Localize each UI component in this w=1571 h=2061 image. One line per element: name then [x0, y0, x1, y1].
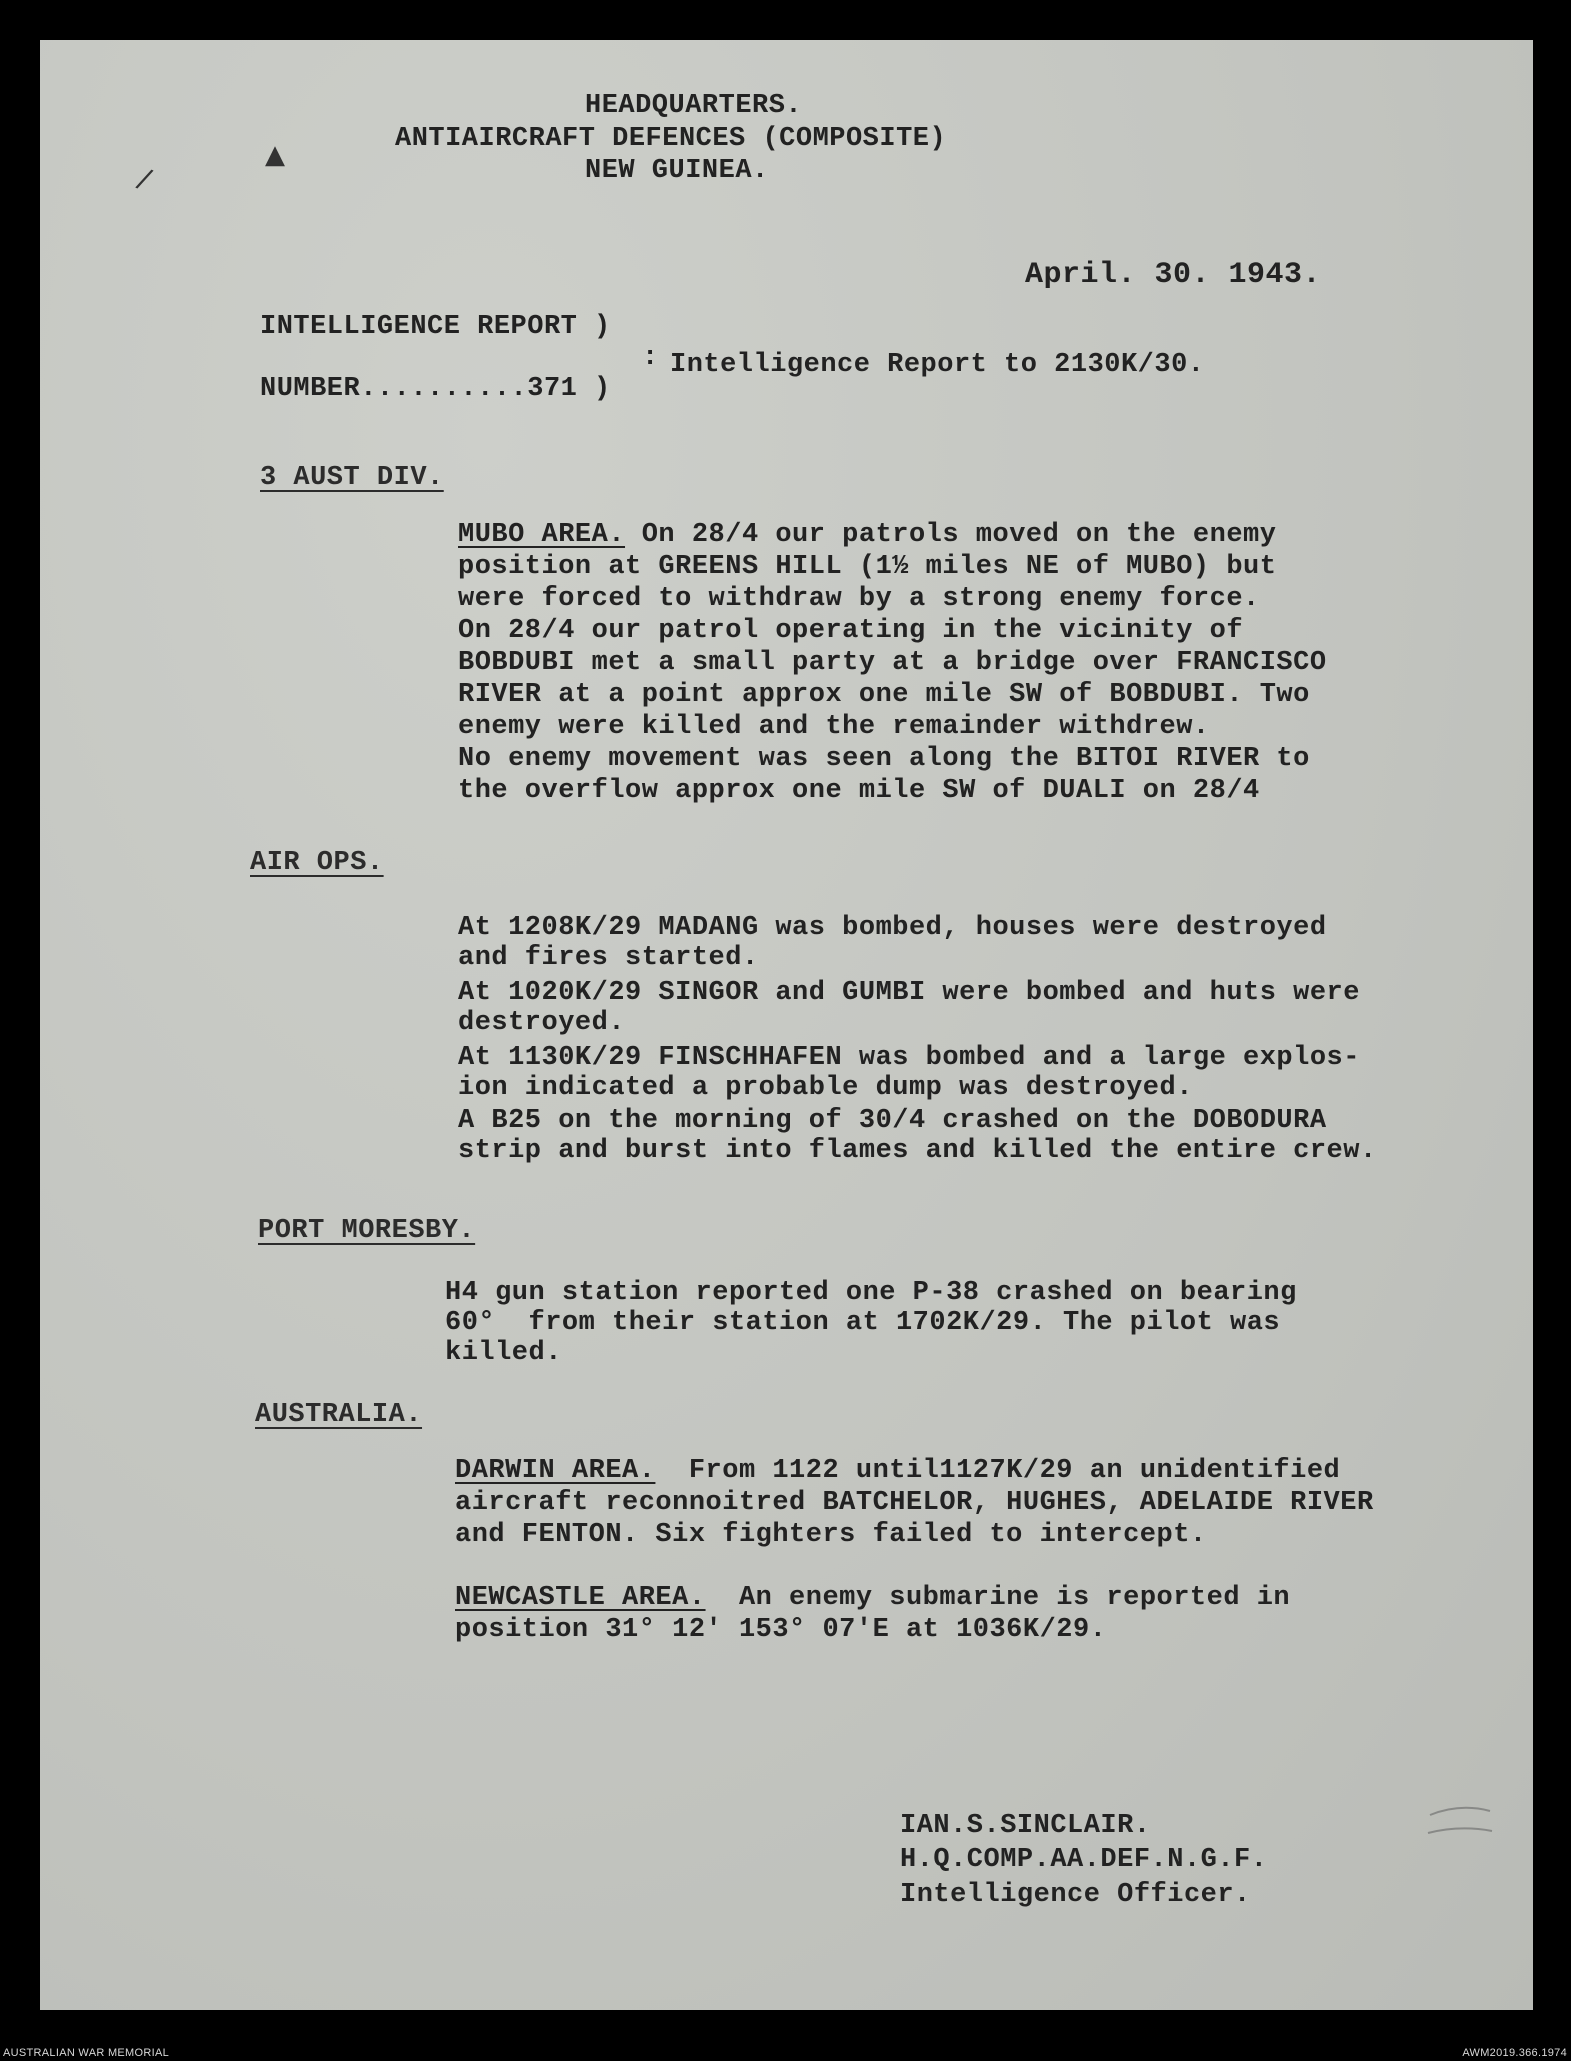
paragraph-line: 60° from their station at 1702K/29. The pilot was — [445, 1308, 1281, 1338]
letterhead-line-2: ANTIAIRCRAFT DEFENCES (COMPOSITE) — [395, 124, 947, 154]
paragraph-line: killed. — [445, 1338, 562, 1368]
paragraph-line: MUBO AREA. On 28/4 our patrols moved on the enemy — [458, 520, 1277, 550]
section-heading-air-ops: AIR OPS. — [250, 848, 384, 878]
inline-heading-mubo-area: MUBO AREA. — [458, 520, 626, 550]
section-heading-3-aust-div: 3 AUST DIV. — [260, 463, 444, 493]
paragraph-line: ion indicated a probable dump was destroyed. — [458, 1073, 1193, 1103]
letterhead-line-3: NEW GUINEA. — [585, 156, 769, 186]
paragraph-line: NEWCASTLE AREA. An enemy submarine is reported in — [455, 1583, 1291, 1613]
section-heading-australia: AUSTRALIA. — [255, 1400, 423, 1430]
report-label-title: INTELLIGENCE REPORT ) — [260, 312, 611, 342]
paragraph-line: A B25 on the morning of 30/4 crashed on the DOBODURA — [458, 1106, 1327, 1136]
letterhead-line-1: HEADQUARTERS. — [585, 91, 803, 121]
pencil-tick-mark: / — [133, 161, 156, 196]
inline-heading-darwin-area: DARWIN AREA. — [455, 1456, 656, 1486]
document-page — [40, 40, 1533, 2010]
paragraph-line: At 1020K/29 SINGOR and GUMBI were bombed and huts were — [458, 978, 1360, 1008]
paragraph-line: and fires started. — [458, 943, 759, 973]
paragraph-line: aircraft reconnoitred BATCHELOR, HUGHES, ADELAIDE RIVER — [455, 1488, 1374, 1518]
report-date: April. 30. 1943. — [1025, 258, 1322, 292]
footer-accession-number: AWM2019.366.1974 — [1462, 2047, 1567, 2059]
paragraph-line: On 28/4 our patrol operating in the vicinity of — [458, 616, 1244, 646]
footer-credit: AUSTRALIAN WAR MEMORIAL — [3, 2047, 170, 2059]
paragraph-line: strip and burst into flames and killed the entire crew. — [458, 1136, 1377, 1166]
pencil-scribble-mark — [1420, 1795, 1500, 1855]
paragraph-line: position at GREENS HILL (1½ miles NE of MUBO) but — [458, 552, 1277, 582]
paragraph-line: RIVER at a point approx one mile SW of BOBDUBI. Two — [458, 680, 1310, 710]
paragraph-line: DARWIN AREA. From 1122 until1127K/29 an unidentified — [455, 1456, 1341, 1486]
signature-title: Intelligence Officer. — [900, 1880, 1251, 1910]
paragraph-line: the overflow approx one mile SW of DUALI on 28/4 — [458, 776, 1260, 806]
paragraph-line: No enemy movement was seen along the BITOI RIVER to — [458, 744, 1310, 774]
section-heading-port-moresby: PORT MORESBY. — [258, 1216, 476, 1246]
paragraph-line: At 1208K/29 MADANG was bombed, houses were destroyed — [458, 913, 1327, 943]
report-subject: Intelligence Report to 2130K/30. — [670, 350, 1205, 380]
paragraph-line: BOBDUBI met a small party at a bridge over FRANCISCO — [458, 648, 1327, 678]
report-block-colon: : — [642, 343, 659, 373]
report-label-number: NUMBER..........371 ) — [260, 374, 611, 404]
signature-name: IAN.S.SINCLAIR. — [900, 1811, 1151, 1841]
paragraph-line: At 1130K/29 FINSCHHAFEN was bombed and a large explos- — [458, 1043, 1360, 1073]
signature-unit: H.Q.COMP.AA.DEF.N.G.F. — [900, 1845, 1268, 1875]
paragraph-line: and FENTON. Six fighters failed to intercept. — [455, 1520, 1207, 1550]
paragraph-line: were forced to withdraw by a strong enemy force. — [458, 584, 1260, 614]
paragraph-line: enemy were killed and the remainder withdrew. — [458, 712, 1210, 742]
paragraph-line: H4 gun station reported one P-38 crashed on bearing — [445, 1278, 1297, 1308]
arrow-mark-icon: ▲ — [265, 140, 285, 170]
paragraph-line: position 31° 12' 153° 07'E at 1036K/29. — [455, 1615, 1107, 1645]
paragraph-line: destroyed. — [458, 1008, 626, 1038]
inline-heading-newcastle-area: NEWCASTLE AREA. — [455, 1583, 706, 1613]
